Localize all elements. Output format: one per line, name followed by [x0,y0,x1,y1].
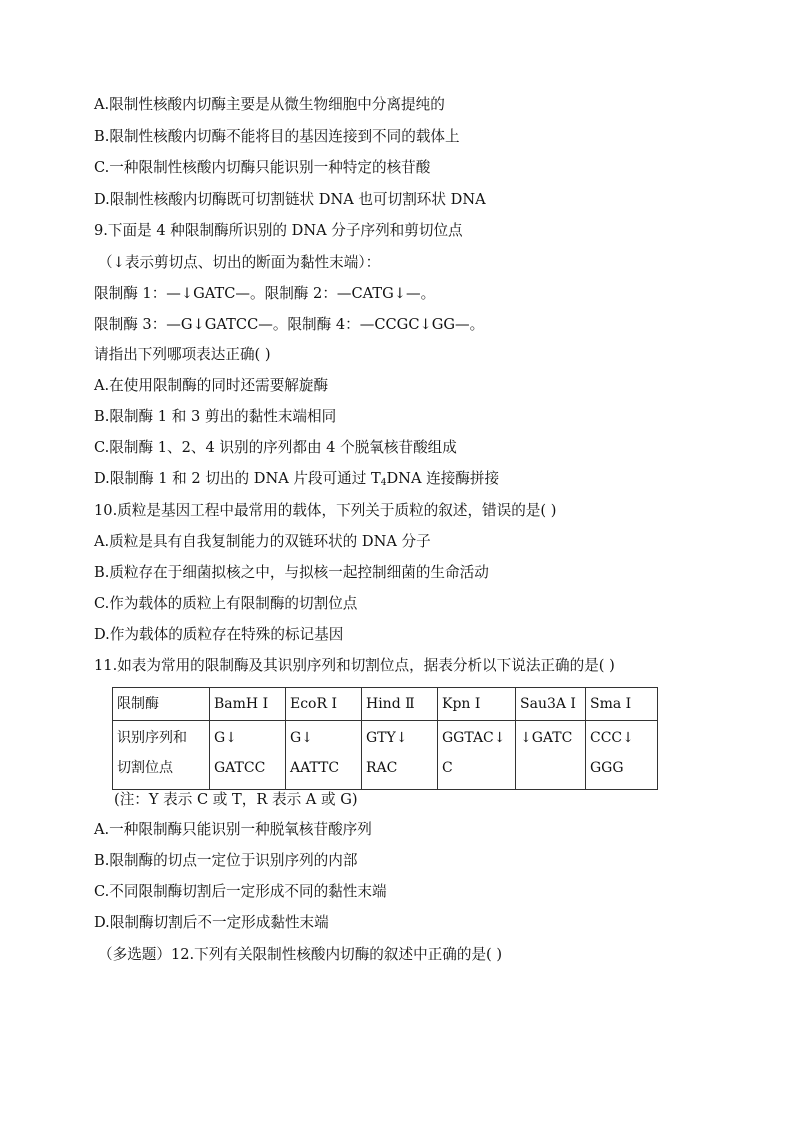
table-cell: G↓ GATCC [210,721,286,790]
line-8a: A.限制性核酸内切酶主要是从微生物细胞中分离提纯的 [94,96,445,113]
enzyme-table [112,687,658,790]
table-cell: 识别序列和 切割位点 [113,721,210,790]
table-cell: CCC↓ GGG [586,721,658,790]
table-row [113,721,658,790]
question-11: 11.如表为常用的限制酶及其识别序列和切割位点，据表分析以下说法正确的是( ) [94,657,615,674]
table-header-row [113,688,658,721]
option-9a: A.在使用限制酶的同时还需要解旋酶 [94,377,329,394]
table-cell: 限制酶 [113,688,210,721]
option-10c: C.作为载体的质粒上有限制酶的切割位点 [94,595,358,612]
table-cell: GGTAC↓ C [438,721,516,790]
line-8b: B.限制性核酸内切酶不能将目的基因连接到不同的载体上 [94,128,460,145]
question-9-prompt: 请指出下列哪项表达正确( ) [94,346,271,363]
table-cell: BamH Ⅰ [210,688,286,721]
table-cell: EcoR Ⅰ [286,688,362,721]
option-11c: C.不同限制酶切割后一定形成不同的黏性末端 [94,883,387,900]
option-11b: B.限制酶的切点一定位于识别序列的内部 [94,852,358,869]
question-9: 9.下面是 4 种限制酶所识别的 DNA 分子序列和剪切位点 [94,222,463,239]
table-cell: ↓GATC [516,721,586,790]
option-11d: D.限制酶切割后不一定形成黏性末端 [94,914,329,931]
option-9b: B.限制酶 1 和 3 剪出的黏性末端相同 [94,408,337,425]
question-9-note: （↓表示剪切点、切出的断面为黏性末端）： [98,254,381,271]
table-cell: G↓ AATTC [286,721,362,790]
option-9d: D.限制酶 1 和 2 切出的 DNA 片段可通过 $T_4DNA$ 连接酶拼接 [94,470,500,488]
enzymes-3-4: 限制酶 3：—G↓GATCC—。限制酶 4：—CCGC↓GG—。 [94,316,485,333]
line-8c: C.一种限制性核酸内切酶只能识别一种特定的核苷酸 [94,159,431,176]
table-cell: Sma Ⅰ [586,688,658,721]
table-cell: Sau3A Ⅰ [516,688,586,721]
table-cell: GTY↓ RAC [362,721,438,790]
table-cell: Kpn Ⅰ [438,688,516,721]
question-10: 10.质粒是基因工程中最常用的载体，下列关于质粒的叙述，错误的是( ) [94,502,557,519]
option-9c: C.限制酶 1、2、4 识别的序列都由 4 个脱氧核苷酸组成 [94,439,457,456]
option-11a: A.一种限制酶只能识别一种脱氧核苷酸序列 [94,821,372,838]
line-8d: D.限制性核酸内切酶既可切割链状 DNA 也可切割环状 DNA [94,191,486,208]
option-10b: B.质粒存在于细菌拟核之中，与拟核一起控制细菌的生命活动 [94,564,489,581]
option-10d: D.作为载体的质粒存在特殊的标记基因 [94,626,344,643]
enzymes-1-2: 限制酶 1：—↓GATC—。限制酶 2：—CATG↓—。 [94,285,436,302]
question-12: （多选题）12.下列有关限制性核酸内切酶的叙述中正确的是( ) [98,946,503,963]
table-cell: Hind Ⅱ [362,688,438,721]
table-note: (注：Y 表示 C 或 T，R 表示 A 或 G) [114,791,358,808]
option-10a: A.质粒是具有自我复制能力的双链环状的 DNA 分子 [94,533,431,550]
